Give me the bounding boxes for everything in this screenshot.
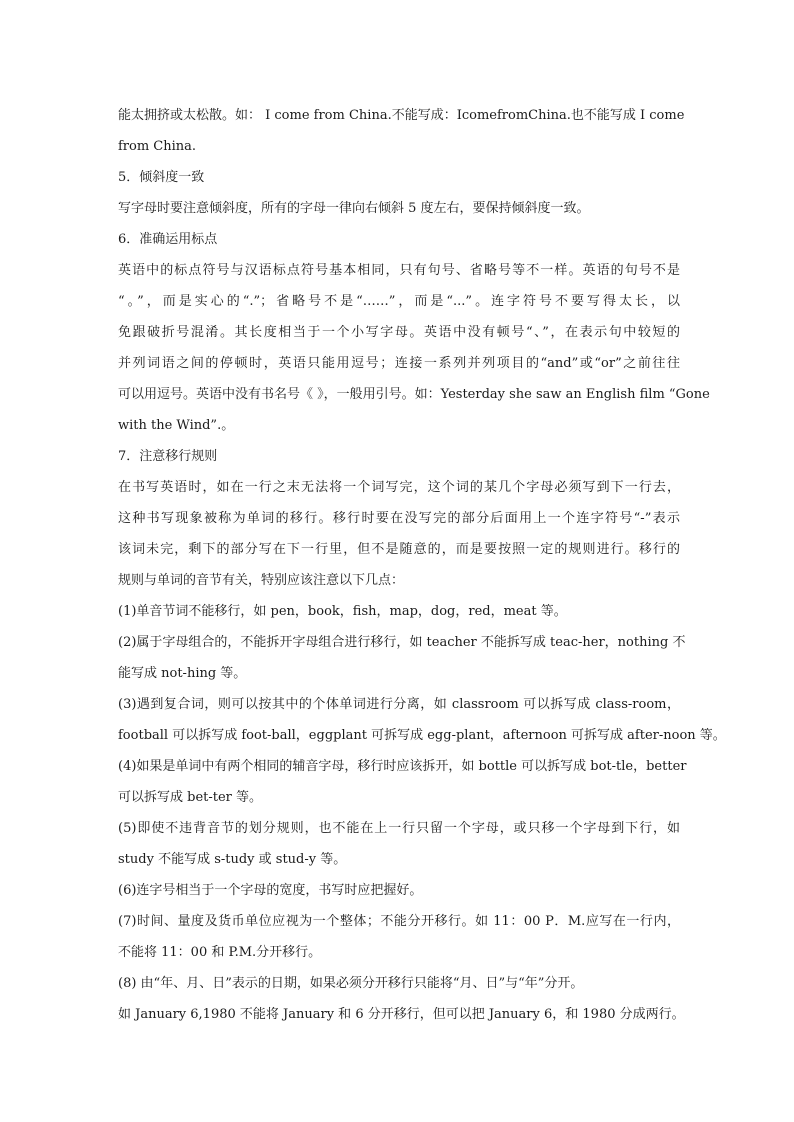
- rule-item: (4)如果是单词中有两个相同的辅音字母，移行时应该拆开，如 bottle 可以拆写成 bot-tle，better: [118, 759, 687, 774]
- rule-item: (8) 由“年、月、日”表示的日期，如果必须分开移行只能将“月、日”与“年”分开。: [118, 976, 584, 991]
- rule-item: (1)单音节词不能移行，如 pen，book，fish，map，dog，red，meat 等。: [118, 604, 567, 619]
- text-line: 并列词语之间的停顿时，英语只能用逗号；连接一系列并列项目的“and”或“or”之前往往: [118, 356, 680, 371]
- section-heading: 6．准确运用标点: [118, 232, 218, 247]
- text-line: 如 January 6,1980 不能将 January 和 6 分开移行，但可以把 January 6，和 1980 分成两行。: [118, 1007, 685, 1022]
- document-body: [118, 100, 726, 1030]
- text-line: 该词未完，剩下的部分写在下一行里，但不是随意的，而是要按照一定的规则进行。移行的: [118, 542, 680, 557]
- text-line: 可以用逗号。英语中没有书名号《 》，一般用引号。如：Yesterday she saw an English film “Gone: [118, 387, 710, 402]
- text-line: 英语中的标点符号与汉语标点符号基本相同，只有句号、省略号等不一样。英语的句号不是: [118, 263, 680, 278]
- section-heading: 7．注意移行规则: [118, 449, 218, 464]
- text-line: 免跟破折号混淆。其长度相当于一个小写字母。英语中没有顿号“、”，在表示句中较短的: [118, 325, 680, 340]
- text-line: study 不能写成 s-tudy 或 stud-y 等。: [118, 852, 347, 867]
- rule-item: (3)遇到复合词，则可以按其中的个体单词进行分离，如 classroom 可以拆写成 class-room，: [118, 697, 680, 712]
- rule-item: (7)时间、量度及货币单位应视为一个整体；不能分开移行。如 11：00 P．M.应写在一行内，: [118, 914, 680, 929]
- text-line: 能太拥挤或太松散。如： I come from China.不能写成：IcomefromChina.也不能写成 I come: [118, 108, 685, 123]
- rule-item: (2)属于字母组合的，不能拆开字母组合进行移行，如 teacher 不能拆写成 teac-her，nothing 不: [118, 635, 686, 650]
- text-line: “。”，而是实心的“.”；省略号不是“……”，而是“...”。连字符号不要写得太长，以: [118, 294, 680, 309]
- text-line: 在书写英语时，如在一行之末无法将一个词写完，这个词的某几个字母必须写到下一行去，: [118, 480, 680, 495]
- text-line: 不能将 11：00 和 P.M.分开移行。: [118, 945, 322, 960]
- text-line: 这种书写现象被称为单词的移行。移行时要在没写完的部分后面用上一个连字符号“-”表示: [118, 511, 680, 526]
- text-line: 写字母时要注意倾斜度，所有的字母一律向右倾斜 5 度左右，要保持倾斜度一致。: [118, 201, 590, 216]
- rule-item: (6)连字号相当于一个字母的宽度，书写时应把握好。: [118, 883, 423, 898]
- text-line: football 可以拆写成 foot-ball，eggplant 可拆写成 egg-plant，afternoon 可拆写成 after-noon 等。: [118, 728, 726, 743]
- text-line: 可以拆写成 bet-ter 等。: [118, 790, 263, 805]
- text-line: 能写成 not-hing 等。: [118, 666, 247, 681]
- text-line: from China.: [118, 139, 197, 154]
- rule-item: (5)即使不违背音节的划分规则，也不能在上一行只留一个字母，或只移一个字母到下行，如: [118, 821, 680, 836]
- section-heading: 5．倾斜度一致: [118, 170, 205, 185]
- text-line: 规则与单词的音节有关，特别应该注意以下几点：: [118, 573, 405, 588]
- text-line: with the Wind”.。: [118, 418, 235, 433]
